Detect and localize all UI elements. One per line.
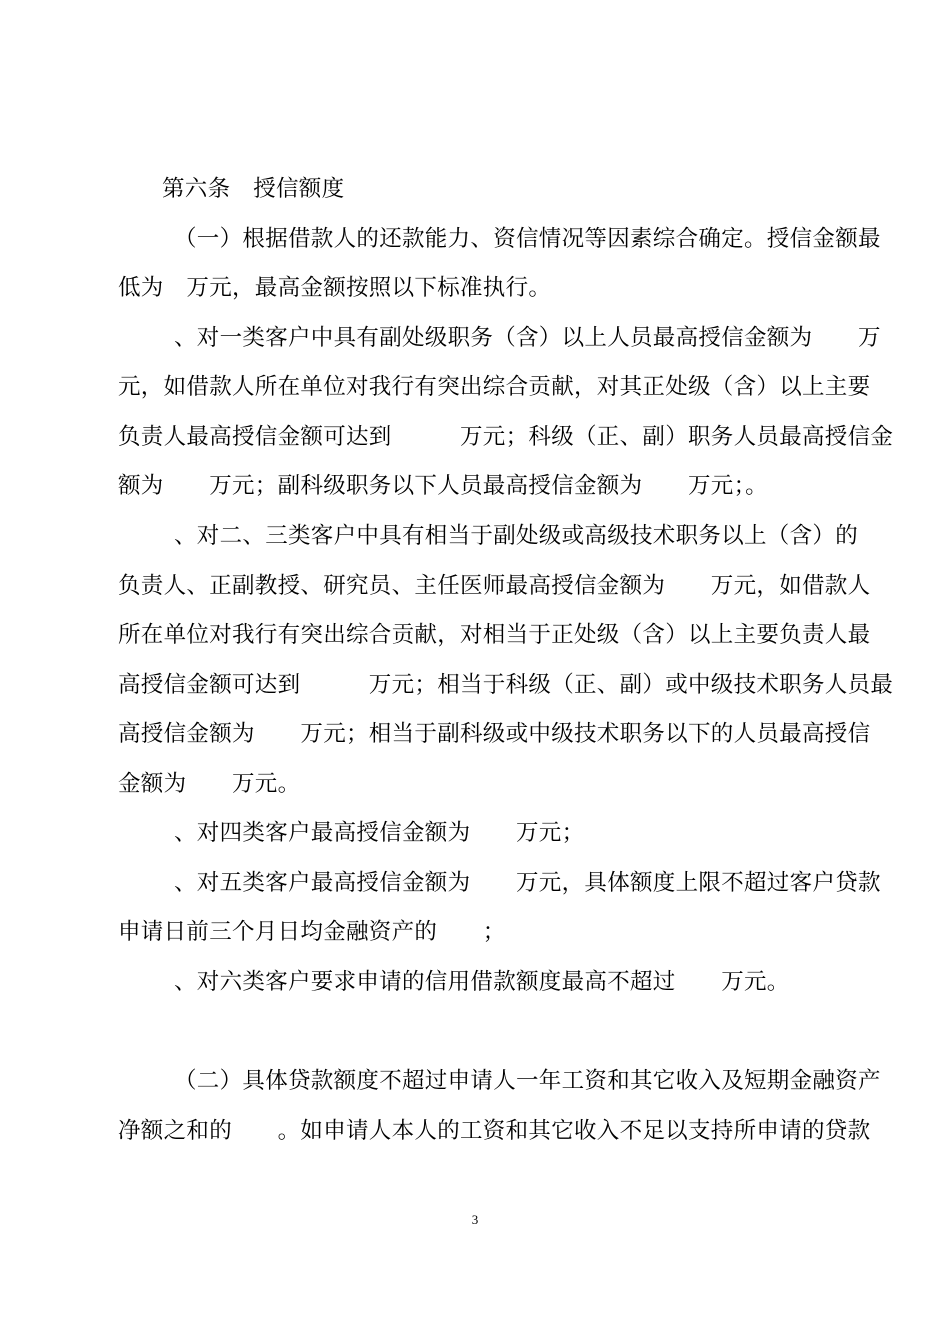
item-2-line-1: 、对二、三类客户中具有相当于副处级或高级技术职务以上（含）的 [174,523,859,549]
item-2-line-3: 所在单位对我行有突出综合贡献，对相当于正处级（含）以上主要负责人最 [118,622,871,648]
paragraph-1-line-1: （一）根据借款人的还款能力、资信情况等因素综合确定。授信金额最 [174,226,881,252]
paragraph-2-line-2: 净额之和的 。如申请人本人的工资和其它收入不足以支持所申请的贷款 [118,1118,871,1144]
item-2-line-5: 高授信金额为 万元；相当于副科级或中级技术职务以下的人员最高授信 [118,721,871,747]
item-1-line-4: 额为 万元；副科级职务以下人员最高授信金额为 万元；。 [118,473,768,499]
item-2-line-6: 金额为 万元。 [118,771,301,797]
item-1-line-2: 元，如借款人所在单位对我行有突出综合贡献，对其正处级（含）以上主要 [118,374,871,400]
item-1-line-1: 、对一类客户中具有副处级职务（含）以上人员最高授信金额为 万 [174,325,881,351]
item-1-line-3: 负责人最高授信金额可达到 万元；科级（正、副）职务人员最高授信金 [118,424,894,450]
paragraph-1-line-2: 低为 万元，最高金额按照以下标准执行。 [118,275,552,301]
item-5-line-2: 申请日前三个月日均金融资产的 ； [118,919,506,945]
paragraph-2-line-1: （二）具体贷款额度不超过申请人一年工资和其它收入及短期金融资产 [174,1068,881,1094]
article-heading: 第六条 授信额度 [162,176,345,202]
page-number: 3 [471,1212,479,1227]
item-2-line-4: 高授信金额可达到 万元；相当于科级（正、副）或中级技术职务人员最 [118,672,894,698]
item-6-line-1: 、对六类客户要求申请的信用借款额度最高不超过 万元。 [174,969,790,995]
item-4-line-1: 、对四类客户最高授信金额为 万元； [174,820,585,846]
item-2-line-2: 负责人、正副教授、研究员、主任医师最高授信金额为 万元，如借款人 [118,573,871,599]
item-5-line-1: 、对五类客户最高授信金额为 万元，具体额度上限不超过客户贷款 [174,870,881,896]
